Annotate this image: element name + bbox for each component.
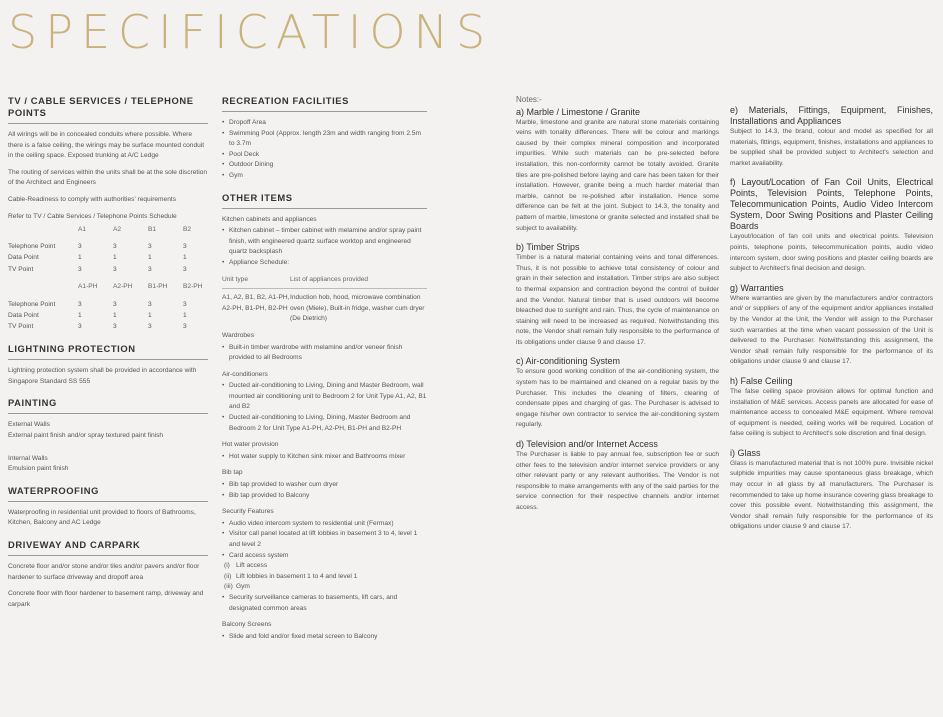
list-item: • Built-in timber wardrobe with melamine and/or veneer finish provided to all Bedrooms <box>229 343 427 364</box>
internal-walls-text: Emulsion paint finish <box>8 465 69 473</box>
note-i-title: i) Glass <box>730 447 761 458</box>
list-item: • Outdoor Dining <box>229 160 427 171</box>
security-list <box>222 519 427 561</box>
list-item: • Gym <box>229 171 427 182</box>
note-d-title: d) Television and/or Internet Access <box>516 439 658 450</box>
security-label: Security Features <box>222 508 274 516</box>
air-conditioners-list <box>222 381 427 434</box>
external-walls-text: External paint finish and/or spray textured paint finish <box>8 432 164 440</box>
wardrobes-label: Wardrobes <box>222 331 255 339</box>
list-item: (ii) Lift lobbies in basement 1 to 4 and level 1 <box>224 572 358 580</box>
balcony-screens-list <box>222 632 427 643</box>
table-row: TV Point 3 3 3 3 <box>8 323 187 331</box>
note-c-text: To ensure good working condition of the air-conditioning system, the system has to be maintained and cleaned on a regular basis by the Purchaser. This includes the cleaning of filters, clearing of condensate pipes and charging of gas. The Purchaser is advised to engage his/her own contractor to service the air-conditioning system regularly. <box>516 368 719 429</box>
tv-section <box>8 95 208 333</box>
col-header: B2 <box>183 225 192 233</box>
bib-tap-list <box>222 480 427 501</box>
driveway-section <box>8 539 208 610</box>
note-i <box>730 448 933 533</box>
tv-heading: TV / CABLE SERVICES / TELEPHONE POINTS <box>8 95 208 124</box>
note-d <box>516 439 719 514</box>
note-c-title: c) Air-conditioning System <box>516 356 621 367</box>
col-header: A1-PH <box>78 283 98 291</box>
table-row: TV Point 3 3 3 3 <box>8 265 187 273</box>
recreation-heading: RECREATION FACILITIES <box>222 95 427 112</box>
list-item: • Audio video intercom system to residential unit (Fermax) <box>229 519 427 530</box>
waterproofing-text: Waterproofing in residential unit provided to floors of Bathrooms, Kitchen, Balcony and AC Ledge <box>8 508 196 527</box>
appliances-cell: Induction hob, hood, microwave combination oven (Miele), Built-in fridge, washer cum dryer (De Dietrich) <box>290 294 425 323</box>
col-header: B1 <box>148 225 157 233</box>
painting-heading: PAINTING <box>8 397 208 414</box>
note-b <box>516 242 719 348</box>
list-item: • Ducted air-conditioning to Living, Dining and Master Bedroom, wall mounted air conditioning unit to Bedroom 2 for Unit Type A1, A2, B1 and B2 <box>229 381 427 413</box>
list-item: • Ducted air-conditioning to Living, Dining, Master Bedroom and Bedroom 2 for Unit Type A1-PH, A2-PH, B1-PH and B2-PH <box>229 413 427 434</box>
bib-tap-label: Bib tap <box>222 469 243 477</box>
table-row: Data Point 1 1 1 1 <box>8 311 187 319</box>
col-header: A2-PH <box>113 283 133 291</box>
recreation-list <box>222 118 427 182</box>
points-schedule-table-1 <box>8 224 208 333</box>
list-item: • Swimming Pool (Approx. length 23m and width ranging from 2.5m to 3.7m <box>229 129 427 150</box>
col-header: A1 <box>78 225 87 233</box>
lightning-heading: LIGHTNING PROTECTION <box>8 343 208 360</box>
note-f <box>730 177 933 274</box>
note-g-title: g) Warranties <box>730 282 784 293</box>
table-row: Telephone Point 3 3 3 3 <box>8 242 187 250</box>
kitchen-list <box>222 226 427 268</box>
notes-label: Notes:- <box>516 95 542 104</box>
column-middle <box>222 95 427 652</box>
unit-type-header: Unit type <box>222 275 290 290</box>
hot-water-label: Hot water provision <box>222 441 279 449</box>
other-items-section <box>222 192 427 643</box>
lightning-section <box>8 343 208 387</box>
tv-paragraph-3: Cable-Readiness to comply with authorities' requirements <box>8 195 177 203</box>
external-walls-label: External Walls <box>8 421 50 429</box>
driveway-heading: DRIVEWAY AND CARPARK <box>8 539 208 556</box>
col-header: A2 <box>113 225 122 233</box>
appliances-header: List of appliances provided <box>290 275 427 290</box>
note-i-text: Glass is manufactured material that is not 100% pure. Invisible nickel sulphide impurities may cause spontaneous glass breakage, which may occur in all glass by all manufacturers. The Purchaser is recommended to take up home insurance covering glass breakage to cover this possible event. Notwithstanding this assignment, the Vendor shall remain fully responsible for the performance of its obligations under clause 9 and clause 17. <box>730 459 933 531</box>
unit-types-cell: A1, A2, B1, B2, A1-PH, A2-PH, B1-PH, B2-PH <box>222 294 290 312</box>
note-e-text: Subject to 14.3, the brand, colour and model as specified for all materials, fittings, equipment, finishes, installations and appliances to be supplied shall be provided subject to Architect's selection and market availability. <box>730 128 933 167</box>
driveway-text-1: Concrete floor and/or stone and/or tiles and/or pavers and/or floor hardener to surface driveway and dropoff area <box>8 563 200 581</box>
note-g <box>730 283 933 368</box>
note-e <box>730 105 933 169</box>
waterproofing-section <box>8 485 208 529</box>
list-item: • Hot water supply to Kitchen sink mixer and Bathrooms mixer <box>229 452 427 463</box>
note-f-text: Layout/location of fan coil units and electrical points. Television points, telephone points, telecommunication points, audio video intercom system, door swing positions and plaster ceiling boards are subject to Architect's final decision and design. <box>730 233 933 273</box>
list-item: • Kitchen cabinet – timber cabinet with melamine and/or spray paint finish, with engineered quartz surface worktop and engineered quartz backsplash <box>229 226 427 258</box>
table-row: Telephone Point 3 3 3 3 <box>8 300 187 308</box>
appliance-schedule-table <box>222 275 427 325</box>
card-access-list <box>222 561 427 593</box>
col-header: B1-PH <box>148 283 168 291</box>
list-item: (iii) Gym <box>224 583 250 591</box>
column-notes-right <box>730 105 933 541</box>
wardrobes-list <box>222 343 427 364</box>
tv-paragraph-1: All wirings will be in concealed conduits where possible. Where there is a false ceiling, the wirings may be surface mounted conduit in the ceiling space. Exposed trunking at A/C Ledge <box>8 131 205 160</box>
list-item: • Dropoff Area <box>229 118 427 129</box>
tv-paragraph-2: The routing of services within the units shall be at the sole discretion of the Architect and Engineers <box>8 168 208 187</box>
list-item: • Visitor call panel located at lift lobbies in basement 3 to 4, level 1 and level 2 <box>229 529 427 550</box>
note-a <box>516 107 719 235</box>
tv-schedule-title: Refer to TV / Cable Services / Telephone Points Schedule <box>8 212 177 220</box>
note-h-text: The false ceiling space provision allows for optimal function and installation of M&E services. Access panels are allocated for ease of maintenance access to concealed M&E equipment. Where removal of equipment is needed, ceiling works will be required. Location of false ceiling is subject to Architect's sole discretion and final design. <box>730 387 933 438</box>
security-list-2 <box>222 593 427 614</box>
list-item: • Bib tap provided to Balcony <box>229 491 427 502</box>
list-item: • Bib tap provided to washer cum dryer <box>229 480 427 491</box>
balcony-screens-label: Balcony Screens <box>222 621 272 629</box>
page-title: SPECIFICATIONS <box>8 5 494 59</box>
list-item: • Appliance Schedule: <box>229 258 427 269</box>
note-a-title: a) Marble / Limestone / Granite <box>516 106 641 117</box>
note-c <box>516 356 719 431</box>
internal-walls-label: Internal Walls <box>8 454 48 462</box>
list-item: • Slide and fold and/or fixed metal screen to Balcony <box>229 632 427 643</box>
note-f-title: f) Layout/Location of Fan Coil Units, Electrical Points, Television Points, Telephone Points, Telecommunication Points, Audio Video Intercom System, Door Swing Positions and Plaster Ceiling Boards <box>730 177 933 232</box>
recreation-section <box>222 95 427 182</box>
note-h <box>730 376 933 440</box>
note-e-title: e) Materials, Fittings, Equipment, Finishes, Installations and Appliances <box>730 105 933 126</box>
waterproofing-heading: WATERPROOFING <box>8 485 208 502</box>
list-item: (i) Lift access <box>224 562 268 570</box>
note-h-title: h) False Ceiling <box>730 375 793 386</box>
note-g-text: Where warranties are given by the manufacturers and/or contractors and/ or suppliers of any of the equipment and/or appliances installed by the Vendor at the Unit, the Vendor will assign to the Purchaser such warranties at the time when vacant possession of the Unit is delivered to the Purchaser. Notwithstanding this assignment, the Vendor shall remain fully responsible for the performance of its obligations under clause 9 and clause 17. <box>730 294 933 366</box>
note-b-text: Timber is a natural material containing veins and tonal differences. Thus, it is not possible to achieve total consistency of colour and grain in their selection and installation. Timber strips are also subject to thermal expansion and contraction beyond the control of builder and the Vendor. Natural timber that is used outdoors will become bleached due to sunlight and rain. Thus, the cycle of maintenance on staining will need to be increased as required. Notwithstanding this note, the Vendor shall remain fully responsible to the performance of its obligations under clause 9 and clause 17. <box>516 254 719 346</box>
driveway-text-2: Concrete floor with floor hardener to basement ramp, driveway and carpark <box>8 590 204 608</box>
note-d-text: The Purchaser is liable to pay annual fee, subscription fee or such other fees to the television and/or internet service providers or any other relevant party or any relevant authorities. The Vendor is not responsible to make arrangements with any of the said parties for the service connection for their respective channels and/or internet access. <box>516 451 719 511</box>
col-header: B2-PH <box>183 283 203 291</box>
list-item: • Pool Deck <box>229 150 427 161</box>
air-conditioners-label: Air-conditioners <box>222 370 268 378</box>
painting-section <box>8 397 208 474</box>
table-row: Data Point 1 1 1 1 <box>8 254 187 262</box>
lightning-text: Lightning protection system shall be provided in accordance with Singapore Standard SS 555 <box>8 367 197 385</box>
hot-water-list <box>222 452 427 463</box>
list-item: • Security surveillance cameras to basements, lift cars, and designated common areas <box>229 593 427 614</box>
other-items-heading: OTHER ITEMS <box>222 192 427 209</box>
column-left <box>8 95 208 620</box>
list-item: • Card access system <box>229 551 427 562</box>
note-a-text: Marble, limestone and granite are natural stone materials containing veins with tonality differences. There will be colour and markings caused by their complex mineral composition and incorporated impurities. While such materials can be pre-selected before installation, this non-conformity cannot be totally avoided. Granite tiles are pre-polished before laying and care has been taken for their installation. However, granite being a much harder material than marble, cannot be re-polished after installation. Hence some difference can be felt at the joint. Subject to 14.3, the tonality and pattern of marble, limestone or granite selected and installed shall be subject to availability. <box>516 118 719 232</box>
note-b-title: b) Timber Strips <box>516 242 580 253</box>
column-notes-left <box>516 95 719 522</box>
kitchen-label: Kitchen cabinets and appliances <box>222 215 317 223</box>
